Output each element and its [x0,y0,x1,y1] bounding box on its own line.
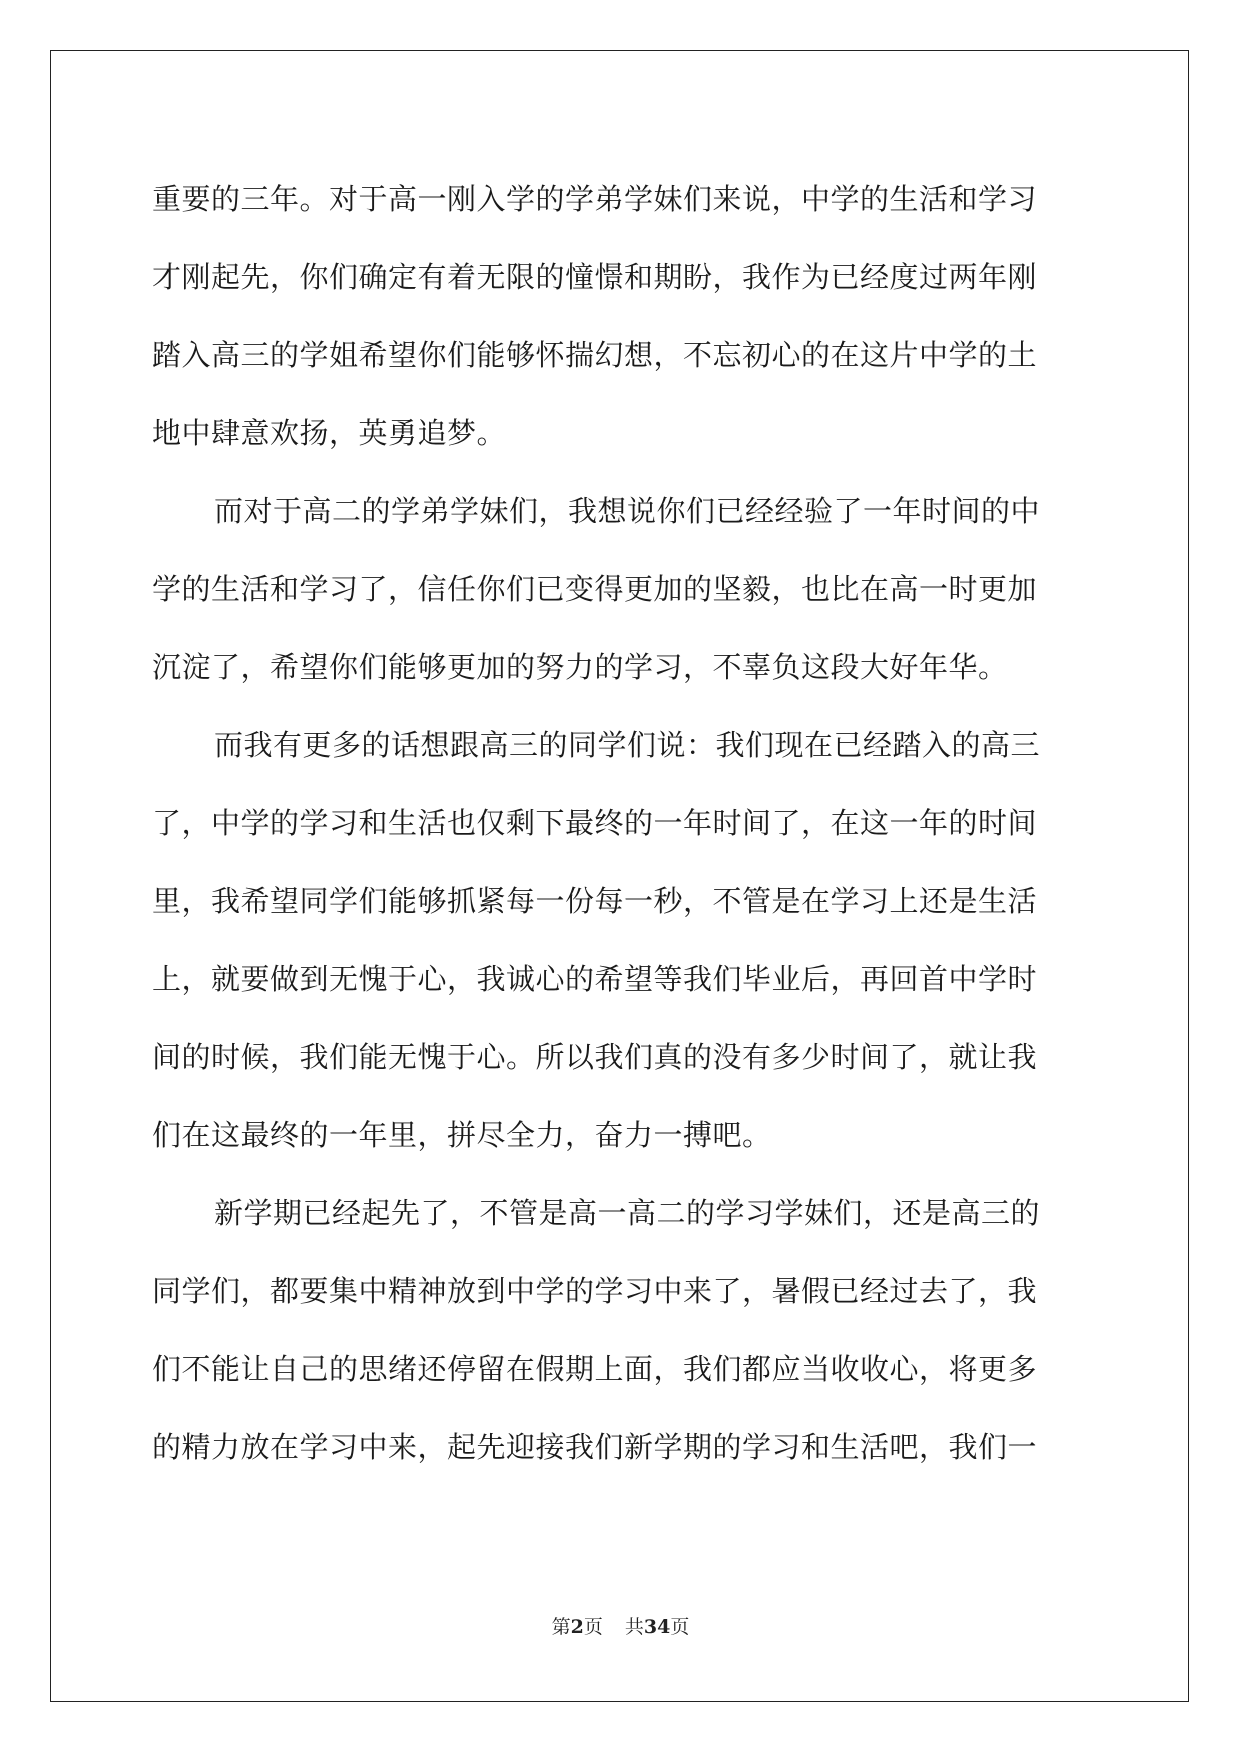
text-line: 学的生活和学习了，信任你们已变得更加的坚毅，也比在高一时更加 [152,572,1038,606]
text-line: 踏入高三的学姐希望你们能够怀揣幻想，不忘初心的在这片中学的土 [152,338,1038,372]
text-line: 们在这最终的一年里，拼尽全力，奋力一搏吧。 [152,1118,772,1152]
text-line: 的精力放在学习中来，起先迎接我们新学期的学习和生活吧，我们一 [152,1430,1038,1464]
text-line: 里，我希望同学们能够抓紧每一份每一秒，不管是在学习上还是生活 [152,884,1038,918]
paragraph-first-line: 而对于高二的学弟学妹们，我想说你们已经经验了一年时间的中 [214,494,1041,528]
total-prefix: 共 [624,1616,644,1638]
text-line: 们不能让自己的思绪还停留在假期上面，我们都应当收收心，将更多 [152,1352,1038,1386]
text-line: 沉淀了，希望你们能够更加的努力的学习，不辜负这段大好年华。 [152,650,1008,684]
paragraph-first-line: 而我有更多的话想跟高三的同学们说：我们现在已经踏入的高三 [214,728,1041,762]
current-page-number: 2 [570,1616,584,1638]
text-line: 了，中学的学习和生活也仅剩下最终的一年时间了，在这一年的时间 [152,806,1038,840]
text-line: 上，就要做到无愧于心，我诚心的希望等我们毕业后，再回首中学时 [152,962,1038,996]
page-footer [0,1612,1241,1639]
text-line: 地中肆意欢扬，英勇追梦。 [152,416,507,450]
text-line: 同学们，都要集中精神放到中学的学习中来了，暑假已经过去了，我 [152,1274,1038,1308]
total-page-count: 34 [643,1616,671,1638]
text-line: 才刚起先，你们确定有着无限的憧憬和期盼，我作为已经度过两年刚 [152,260,1038,294]
text-line: 间的时候，我们能无愧于心。所以我们真的没有多少时间了，就让我 [152,1040,1038,1074]
text-line: 重要的三年。对于高一刚入学的学弟学妹们来说，中学的生活和学习 [152,182,1038,216]
paragraph-first-line: 新学期已经起先了，不管是高一高二的学习学妹们，还是高三的 [214,1196,1041,1230]
page-prefix: 第 [551,1616,571,1638]
total-suffix: 页 [670,1616,690,1638]
document-body [152,160,1092,1486]
page-suffix: 页 [583,1616,603,1638]
